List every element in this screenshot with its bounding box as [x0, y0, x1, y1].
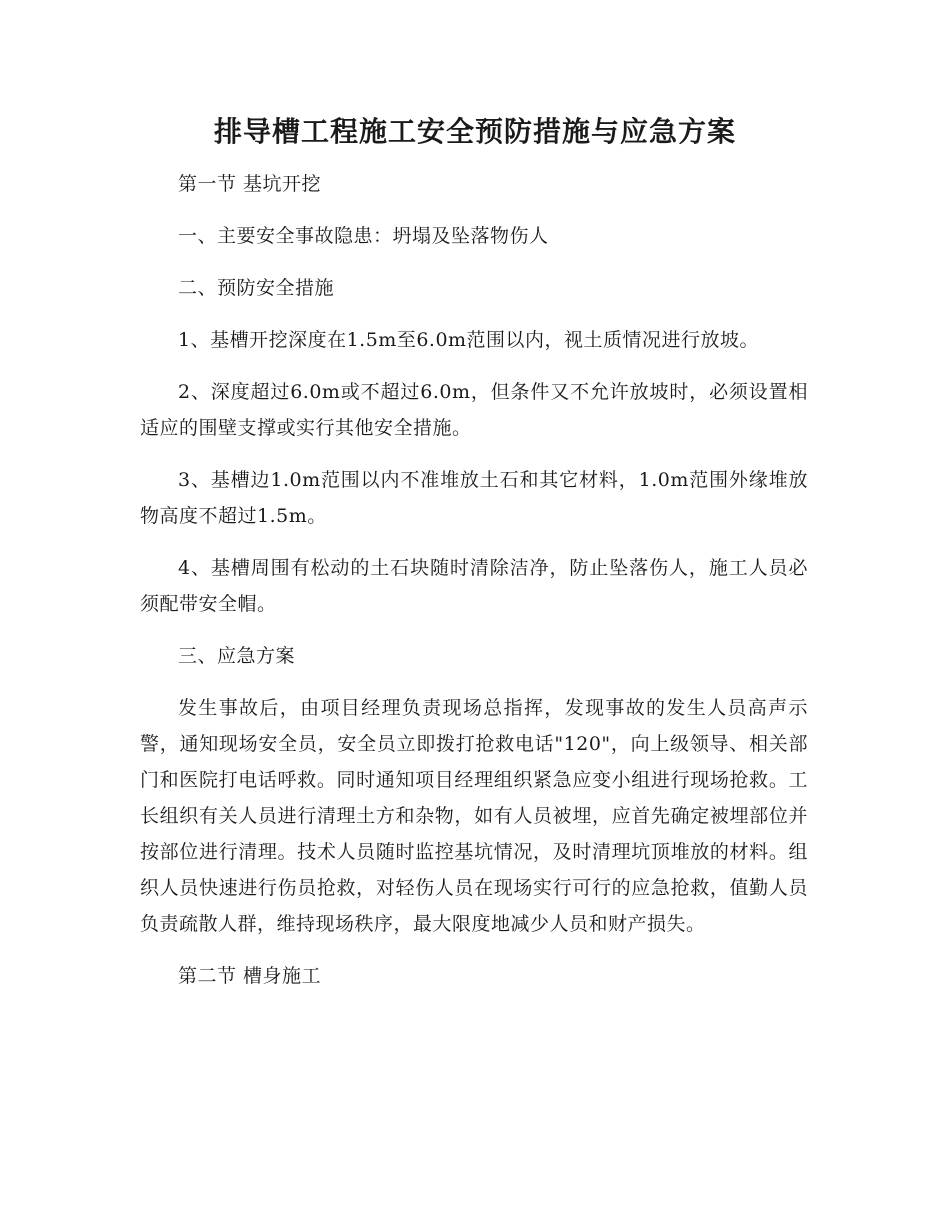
- document-body: [140, 166, 808, 1010]
- measure-item-2: 2、深度超过6.0m或不超过6.0m，但条件又不允许放坡时，必须设置相适应的围壁支撑或实行其他安全措施。: [140, 381, 808, 439]
- subheading-measures: 二、预防安全措施: [178, 277, 335, 299]
- emergency-plan-paragraph: 发生事故后，由项目经理负责现场总指挥，发现事故的发生人员高声示警，通知现场安全员，安全员立即拨打抢救电话"120"，向上级领导、相关部门和医院打电话呼救。同时通知项目经理组织紧急应变小组进行现场抢救。工长组织有关人员进行清理土方和杂物，如有人员被埋，应首先确定被埋部位并按部位进行清理。技术人员随时监控基坑情况，及时清理坑顶堆放的材料。组织人员快速进行伤员抢救，对轻伤人员在现场实行可行的应急抢救，值勤人员负责疏散人群，维持现场秩序，最大限度地减少人员和财产损失。: [140, 697, 808, 935]
- subheading-hazards: 一、主要安全事故隐患：坍塌及坠落物伤人: [178, 225, 549, 247]
- section-heading-1: 第一节 基坑开挖: [178, 173, 322, 195]
- section-heading-2: 第二节 槽身施工: [178, 965, 322, 987]
- measure-item-3: 3、基槽边1.0m范围以内不准堆放土石和其它材料，1.0m范围外缘堆放物高度不超过1.5m。: [140, 469, 808, 527]
- subheading-emergency: 三、应急方案: [178, 645, 296, 667]
- measure-item-1: 1、基槽开挖深度在1.5m至6.0m范围以内，视土质情况进行放坡。: [178, 329, 760, 351]
- document-title: 排导槽工程施工安全预防措施与应急方案: [213, 115, 736, 148]
- measure-item-4: 4、基槽周围有松动的土石块随时清除洁净，防止坠落伤人，施工人员必须配带安全帽。: [140, 557, 808, 615]
